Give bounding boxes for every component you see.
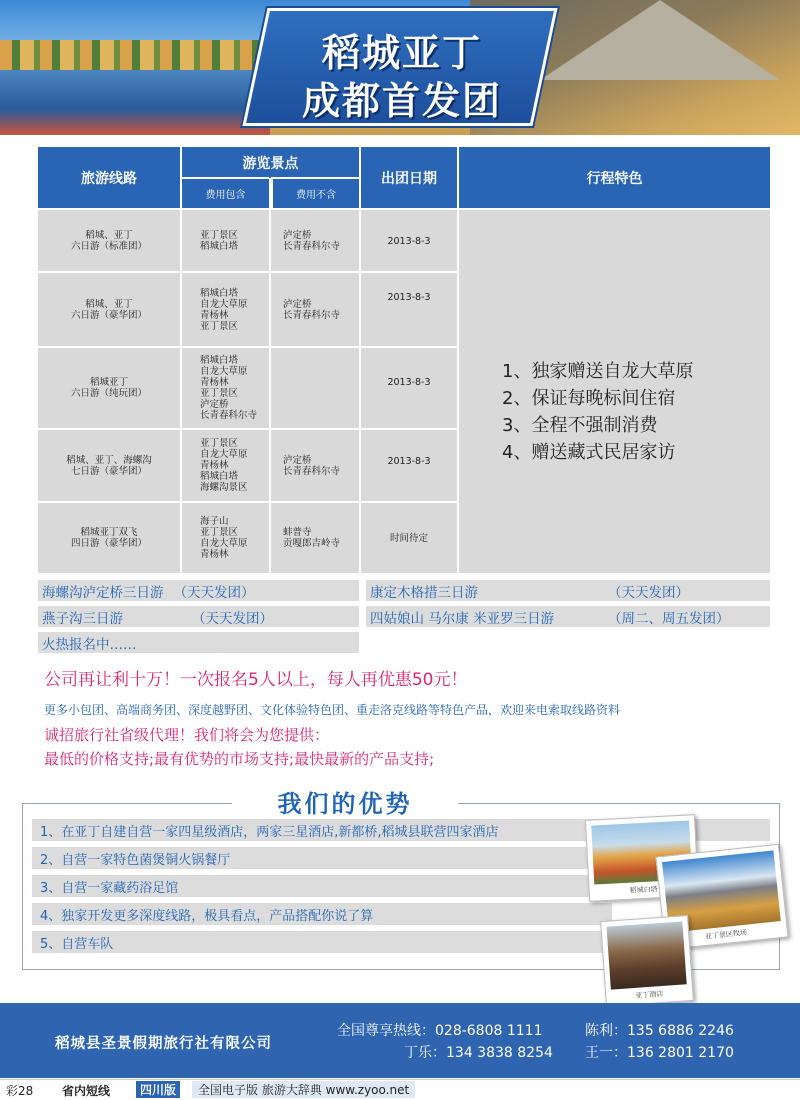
date-cell <box>361 430 457 501</box>
included-item: 海子山 <box>200 516 229 527</box>
included-item: 自龙大草原 <box>200 449 248 460</box>
header-date: 出团日期 <box>361 147 457 208</box>
route-type: 六日游（标准团） <box>70 240 147 252</box>
short-route-bar <box>38 606 359 627</box>
section-label: 省内短线 <box>62 1084 111 1098</box>
route-cell <box>38 273 180 346</box>
promo-agents: 诚招旅行社省级代理！我们将会为您提供： <box>44 726 330 744</box>
route-name: 稻城、亚丁、海螺沟 <box>66 454 152 466</box>
included-item: 泸定桥 <box>200 399 229 410</box>
included-item: 自龙大草原 <box>200 298 248 310</box>
included-item: 青杨林 <box>200 460 229 471</box>
included-item: 稻城白塔 <box>200 240 239 252</box>
short-route-name: 四姑娘山 马尔康 米亚罗三日游 <box>370 610 555 627</box>
included-item: 亚丁景区 <box>200 388 239 399</box>
route-cell <box>38 430 180 501</box>
included-item: 稻城白塔 <box>200 471 239 482</box>
date-cell <box>361 273 457 346</box>
route-cell <box>38 348 180 428</box>
header-feature: 行程特色 <box>459 147 770 208</box>
advantage-item: 1、在亚丁自建自营一家四星级酒店，两家三星酒店,新都桥,稻城县联营四家酒店 <box>32 819 770 841</box>
banner-lake <box>0 70 270 135</box>
date-value: 2013-8-3 <box>387 456 431 467</box>
date-value: 时间待定 <box>389 533 428 544</box>
edition-badge: 四川版 <box>136 1081 180 1098</box>
included-item: 海螺沟景区 <box>200 482 248 493</box>
date-value: 2013-8-3 <box>387 377 431 388</box>
excluded-cell <box>271 348 359 428</box>
date-cell <box>361 503 457 573</box>
excluded-item: 泸定桥 <box>283 298 312 310</box>
short-route-bar <box>38 580 359 601</box>
route-name: 稻城亚丁双飞 <box>80 527 138 538</box>
contact-wang: 王一：136 2801 2170 <box>585 1045 734 1061</box>
short-route-schedule: （周二、周五发团） <box>608 610 730 627</box>
short-route-schedule: （天天发团） <box>192 610 273 627</box>
page-number: 彩28 <box>6 1084 34 1098</box>
route-type: 四日游（豪华团） <box>70 538 147 549</box>
excluded-item: 泸定桥 <box>283 454 312 466</box>
included-cell <box>182 210 269 271</box>
promo-discount: 公司再让利十万！一次报名5人以上，每人再优惠50元！ <box>44 670 468 690</box>
route-type: 六日游（豪华团） <box>70 309 147 321</box>
excluded-cell <box>271 503 359 573</box>
excluded-item: 长青春科尔寺 <box>283 309 341 321</box>
included-item: 自龙大草原 <box>200 366 248 377</box>
short-route-schedule: （天天发团） <box>173 584 255 601</box>
short-route-bar <box>366 580 770 601</box>
included-cell <box>182 503 269 573</box>
header-scenic: 游览景点 <box>182 147 359 178</box>
short-route-bar <box>38 632 359 653</box>
photo-image <box>607 921 687 989</box>
advantage-item: 2、自营一家特色菌煲铜火锅餐厅 <box>32 847 592 869</box>
photo-caption: 稻城白塔 <box>629 885 658 895</box>
date-value: 2013-8-3 <box>387 236 431 247</box>
photo-caption: 亚丁酒店 <box>635 989 664 1000</box>
contact-ding: 丁乐：134 3838 8254 <box>404 1045 553 1061</box>
feature-item: 1、独家赠送自龙大草原 <box>502 361 694 382</box>
promo-products: 更多小包团、高端商务团、深度越野团、文化体验特色团、重走洛克线路等特色产品，欢迎来电索取线路资料 <box>44 703 621 717</box>
date-cell <box>361 348 457 428</box>
hotline: 全国尊享热线：028-6808 1111 <box>337 1023 543 1039</box>
excluded-item: 蚌普寺 <box>283 527 312 538</box>
route-cell <box>38 503 180 573</box>
short-route-name: 火热报名中…… <box>42 636 137 653</box>
included-cell <box>182 348 269 428</box>
included-item: 自龙大草原 <box>200 538 248 549</box>
route-type: 六日游（纯玩团） <box>70 388 147 399</box>
title-line-1: 稻城亚丁 <box>321 31 482 75</box>
excluded-item: 泸定桥 <box>283 229 312 241</box>
header-excluded: 费用不含 <box>271 177 359 208</box>
advantage-item: 4、独家开发更多深度线路，极具看点，产品搭配你说了算 <box>32 903 612 925</box>
included-item: 青杨林 <box>200 549 229 560</box>
included-cell <box>182 273 269 346</box>
tagline: 全国电子版 旅游大辞典 www.zyoo.net <box>192 1081 415 1098</box>
short-route-schedule: （天天发团） <box>608 584 689 601</box>
included-item: 亚丁景区 <box>200 229 239 241</box>
header-included: 费用包含 <box>182 177 269 208</box>
excluded-cell <box>271 210 359 271</box>
route-cell <box>38 210 180 271</box>
excluded-cell <box>271 273 359 346</box>
photo-caption: 亚丁景区牧场 <box>704 928 748 941</box>
feature-item: 2、保证每晚标间住宿 <box>502 388 676 409</box>
included-item: 亚丁景区 <box>200 438 239 449</box>
promo-support: 最低的价格支持;最有优势的市场支持;最快最新的产品支持; <box>44 750 435 768</box>
included-item: 青杨林 <box>200 377 229 388</box>
advantage-item: 3、自营一家藏药浴足馆 <box>32 875 592 897</box>
included-item: 亚丁景区 <box>200 320 239 332</box>
feature-item: 4、赠送藏式民居家访 <box>502 442 676 463</box>
short-route-name: 海螺沟泸定桥三日游 <box>42 584 164 601</box>
route-name: 稻城、亚丁 <box>85 229 133 241</box>
route-name: 稻城、亚丁 <box>85 298 133 310</box>
contact-chen: 陈利：135 6886 2246 <box>585 1023 734 1039</box>
included-cell <box>182 430 269 501</box>
included-item: 稻城白塔 <box>200 287 239 299</box>
route-type: 七日游（豪华团） <box>70 465 147 477</box>
advantage-item: 5、自营车队 <box>32 931 612 953</box>
short-route-name: 燕子沟三日游 <box>42 610 123 627</box>
included-item: 长青春科尔寺 <box>200 410 258 421</box>
excluded-cell <box>271 430 359 501</box>
excluded-item: 长青春科尔寺 <box>283 240 341 252</box>
banner-mountain-peak <box>540 0 780 80</box>
included-item: 青杨林 <box>200 309 229 321</box>
short-route-bar <box>366 606 770 627</box>
photo-hotel <box>600 915 694 1007</box>
route-name: 稻城亚丁 <box>89 377 128 388</box>
header-route: 旅游线路 <box>38 147 180 208</box>
short-route-name: 康定木格措三日游 <box>370 584 478 601</box>
date-value: 2013-8-3 <box>387 292 431 303</box>
included-item: 亚丁景区 <box>200 527 239 538</box>
title-line-2: 成都首发团 <box>301 79 502 123</box>
advantages-title: 我们的优势 <box>232 784 458 818</box>
company-name: 稻城县圣景假期旅行社有限公司 <box>55 1036 272 1052</box>
excluded-item: 长青春科尔寺 <box>283 465 341 477</box>
included-item: 稻城白塔 <box>200 355 239 366</box>
excluded-item: 贡嘎郎吉岭寺 <box>283 538 341 549</box>
feature-item: 3、全程不强制消费 <box>502 415 658 436</box>
date-cell <box>361 210 457 271</box>
